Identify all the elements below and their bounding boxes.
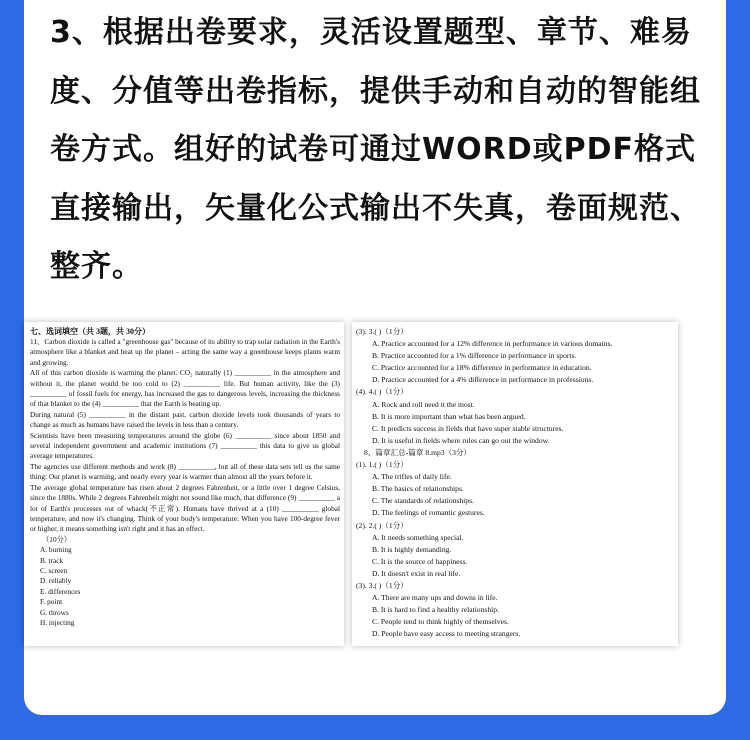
word-option: D. reliably xyxy=(40,576,72,586)
answer-option: A. There are many ups and downs in life. xyxy=(372,593,498,603)
word-option: C. screen xyxy=(40,565,68,575)
answer-option: D. The feelings of romantic gestures. xyxy=(372,508,485,518)
section-heading: 8、篇章汇总-篇章 8.mp3（3分） xyxy=(364,447,472,457)
answer-option: B. Practice accounted for a 1% difference in performance in sports. xyxy=(372,351,577,361)
answer-option: B. It is hard to find a healthy relationship. xyxy=(372,605,499,615)
answer-option: A. The trifles of daily life. xyxy=(372,472,452,482)
question-paragraph: Scientists have been measuring temperatures around the globe (6) __________ since about 1850 and several independent government and academic institutions (7) __________ this data to give us global average temperatures. xyxy=(30,430,340,461)
question-number: (3). 3.( )（1分） xyxy=(356,327,408,336)
answer-option: D. It doesn't exist in real life. xyxy=(372,568,461,578)
question-paragraph: During natural (5) __________ in the distant past, carbon dioxide levels took thousands of years to change as much as humans have raised the levels in less than a century. xyxy=(30,409,340,430)
section-title: 七、选词填空（共 3题，共 30分） xyxy=(30,327,150,336)
question-number: (3). 3.( )（1分） xyxy=(356,580,408,590)
question-number: (2). 2.( )（1分） xyxy=(356,520,408,530)
intro-text: 3、根据出卷要求，灵活设置题型、章节、难易度、分值等出卷指标，提供手动和自动的智能组卷方式。组好的试卷可通过WORD或PDF格式直接输出，矢量化公式输出不失真，卷面规范、整齐。 xyxy=(50,15,701,284)
right-page-content xyxy=(356,326,674,640)
left-page-content xyxy=(30,326,340,628)
answer-option: A. Practice accounted for a 12% difference in performance in various domains. xyxy=(372,339,613,349)
answer-option: D. It is useful in fields where rules can go out the window. xyxy=(372,435,550,445)
answer-option: C. It predicts success in fields that have super stable structures. xyxy=(372,423,564,433)
answer-option: D. Practice accounted for a 4% difference in performance in professions. xyxy=(372,375,594,385)
answer-option: D. People have easy access to meeting strangers. xyxy=(372,629,521,639)
answer-option: A. It needs something special. xyxy=(372,532,464,542)
word-option: H. injecting xyxy=(40,617,75,627)
word-option: F. point xyxy=(40,597,63,607)
answer-option: C. The standards of relationships. xyxy=(372,496,474,506)
answer-option: A. Rock and roll need it the most. xyxy=(372,399,475,409)
word-option: G. throws xyxy=(40,607,69,617)
word-option: A. burning xyxy=(40,545,72,555)
answer-option: C. Practice accounted for a 18% difference in performance in education. xyxy=(372,363,592,373)
exam-page-right xyxy=(352,322,678,646)
question-paragraph: （10分） xyxy=(42,534,72,544)
question-number: (1). 1.( )（1分） xyxy=(356,460,408,470)
question-paragraph: The average global temperature has risen about 2 degrees Fahrenheit, or a little over 1 degree Celsius, since the 1880s. While 2 degrees Fahrenheit might not sound like much, that difference (9) __________ a lot of Earth's processes out of whack(不正常). Humans have thrived at a (10) __________ global temperature, and now it's changing. Think of your body's temperature: When you have 100-degree fever or higher, it means something isn't right and it has an effect. xyxy=(30,482,340,534)
word-option: B. track xyxy=(40,555,64,565)
question-number: (4). 4.( )（1分） xyxy=(356,387,408,397)
answer-option: C. People tend to think highly of themselves. xyxy=(372,617,509,627)
question-paragraph: The agencies use different methods and work (8) __________, but all of these data sets tell us the same thing: Our planet is warming, and nearly every year is warmer than almost all the years before it. xyxy=(30,461,340,482)
answer-option: B. It is highly demanding. xyxy=(372,544,452,554)
answer-option: C. It is the source of happiness. xyxy=(372,556,468,566)
question-paragraph: All of this carbon dioxide is warming the planet. CO₂ naturally (1) __________ in the atmosphere and without it, the planet would be too cold to (2) __________ life. But human activity, like the (3) __________ of fossil fuels for energy, has increased the gas to dangerous levels, increasing the thickness of that blanket to the (4) __________ that the Earth is heating up. xyxy=(30,368,340,409)
answer-option: B. It is more important than what has been argued. xyxy=(372,411,526,421)
exam-page-left xyxy=(24,322,344,646)
question-paragraph: 11、Carbon dioxide is called a "greenhouse gas" because of its ability to trap solar radiation in the Earth's atmosphere like a blanket and heat up the planet – acting the same way a greenhouse keeps plants warm and growing. xyxy=(30,337,340,367)
word-option: E. differences xyxy=(40,586,81,596)
answer-option: B. The basics of relationships. xyxy=(372,484,464,494)
